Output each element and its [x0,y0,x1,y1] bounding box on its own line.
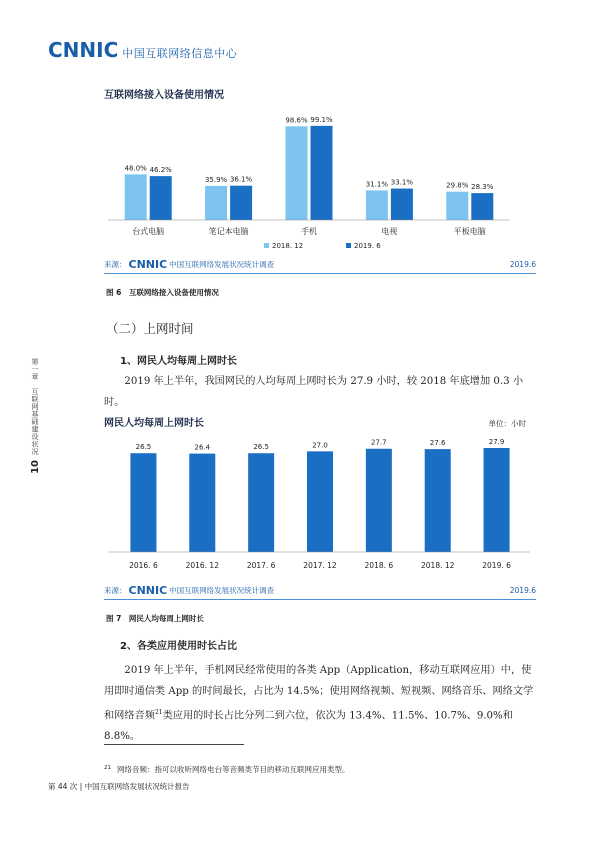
legend-swatch-2019-6 [346,243,351,248]
bar-2019-6-3 [391,189,413,220]
logo-text: 中国互联网络信息中心 [122,47,238,60]
data-label: 27.0 [312,441,328,450]
data-label: 26.5 [253,443,269,452]
bar-3 [307,451,333,552]
footnote-text: 网络音频：指可以收听网络电台等音频类节目的移动互联网应用类型。 [117,765,350,774]
category-label: 平板电脑 [453,227,486,236]
source-logo: CNNIC [128,583,168,597]
bar-2018-12-0 [125,174,147,220]
footnote-rule [104,744,244,745]
category-label: 2019. 6 [482,561,511,570]
sub-heading-app-time: 2、各类应用使用时长占比 [120,641,237,652]
source-date: 2019.6 [509,259,536,269]
device-usage-chart [102,100,538,270]
paragraph-text-a: 2019 年上半年，手机网民经常使用的各类 App（Application，移动互联网应用）中，使用即时通信类 App 的时间最长，占比为 14.5%；使用网络视频、短视频、网络音乐、网络文学和网络音频 [104,665,534,722]
footnote-number: 21 [104,764,111,771]
chart2-rule [104,599,536,600]
chart2-source [104,582,536,598]
data-label: 36.1% [229,175,253,184]
legend-label-2018-12: 2018. 12 [272,242,304,250]
category-label: 2018. 6 [364,561,394,570]
data-label: 27.6 [429,439,446,448]
data-label: 99.1% [310,115,333,124]
bar-2018-12-3 [366,190,388,220]
source-date: 2019.6 [509,585,536,595]
source-name: 中国互联网络发展状况统计调查 [169,259,275,269]
category-label: 2018. 12 [421,561,455,570]
data-label: 98.6% [285,116,308,125]
bar-4 [366,449,392,552]
category-label: 电视 [381,227,398,236]
source-label: 来源： [104,259,127,269]
side-tab [28,358,42,473]
data-label: 27.7 [371,438,387,447]
category-label: 笔记本电脑 [208,227,249,236]
chart1-title: 互联网络接入设备使用情况 [104,90,224,101]
bar-2018-12-1 [205,186,227,220]
data-label: 31.1% [365,180,389,189]
category-label: 2017. 6 [246,561,276,570]
category-label: 手机 [301,227,317,236]
source-logo: CNNIC [128,257,168,271]
cnnic-logo [48,38,237,62]
data-label: 33.1% [390,178,414,187]
paragraph-weekly-hours: 2019 年上半年，我国网民的人均每周上网时长为 27.9 小时，较 2018 年底增加 0.3 小时。 [104,376,524,408]
bar-2018-12-4 [446,192,468,220]
data-label: 26.5 [135,443,152,452]
category-label: 台式电脑 [132,227,165,236]
bar-5 [425,449,451,552]
sub-heading-weekly-hours: 1、网民人均每周上网时长 [120,356,237,367]
paragraph-text-b: 类应用的时长占比分列二到六位，依次为 13.4%、11.5%、10.7%、9.0%和 8.8%。 [104,710,513,743]
data-label: 48.0% [124,164,147,173]
footnote [104,764,350,775]
bar-6 [484,448,510,552]
section-heading: （二）上网时间 [106,321,194,336]
data-label: 26.4 [194,443,211,452]
figure-6-caption: 图 6 互联网络接入设备使用情况 [106,288,219,297]
bar-2018-12-2 [286,126,308,220]
bar-2019-6-1 [230,186,252,220]
data-label: 29.8% [446,181,469,190]
bar-1 [189,454,215,552]
bar-0 [130,453,156,552]
data-label: 35.9% [204,175,228,184]
data-label: 27.9 [488,438,505,446]
figure-7-caption: 图 7 网民人均每周上网时长 [106,614,204,623]
paragraph-app-time [104,660,538,747]
source-name: 中国互联网络发展状况统计调查 [169,585,275,595]
category-label: 2016. 6 [129,561,158,570]
chapter-label: 第一章 互联网基础建设状况 [31,358,39,456]
side-page-number: 10 [29,459,41,474]
logo-mark: CNNIC [48,38,119,62]
footnote-ref: 21 [154,709,163,716]
chart2-title: 网民人均每周上网时长 [104,418,204,429]
chart1-rule [104,273,536,274]
category-label: 2017. 12 [303,561,337,570]
source-label: 来源： [104,585,127,595]
bar-2 [248,453,274,552]
data-label: 28.3% [471,183,494,192]
bar-2019-6-0 [150,176,172,220]
data-label: 46.2% [149,166,172,175]
bar-2019-6-2 [311,126,333,220]
page-footer: 第 44 次 | 中国互联网络发展状况统计报告 [48,782,190,791]
chart1-source [104,256,536,272]
legend-swatch-2018-12 [264,243,269,248]
legend-label-2019-6: 2019. 6 [354,242,381,250]
bar-2019-6-4 [471,193,493,220]
weekly-hours-chart [102,400,538,580]
category-label: 2016. 12 [185,561,219,570]
unit-label: 单位：小时 [488,419,526,428]
